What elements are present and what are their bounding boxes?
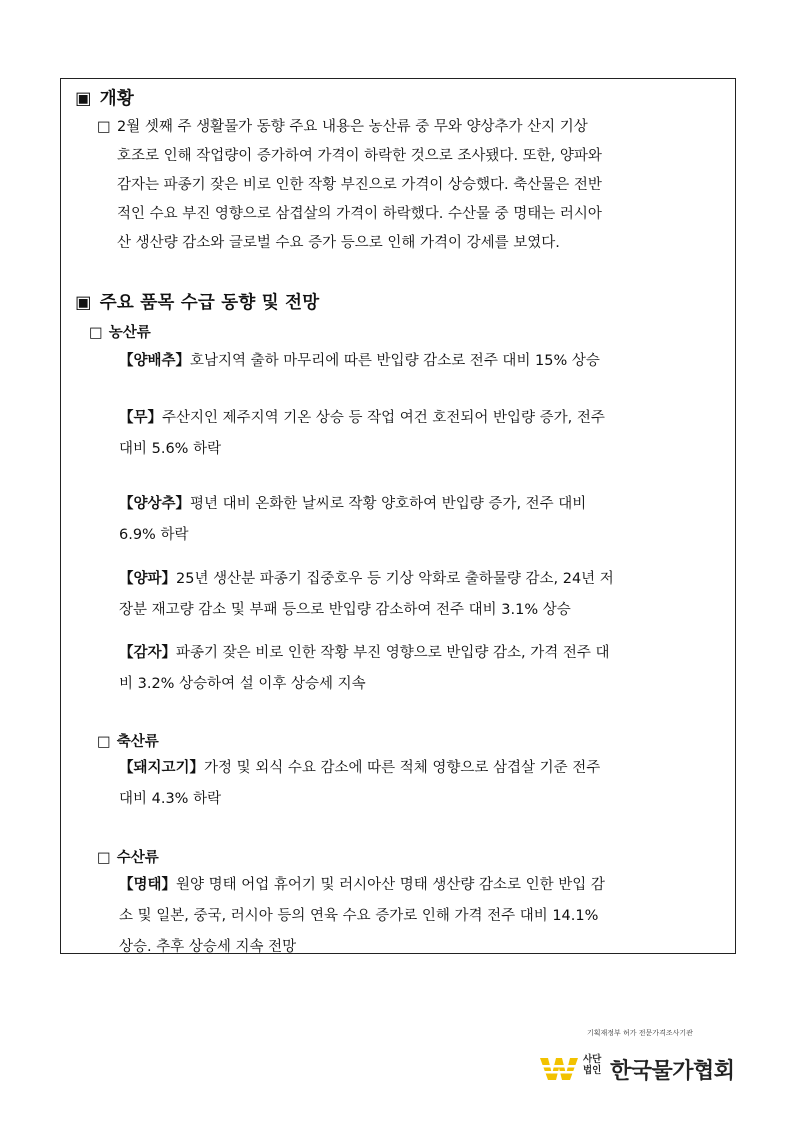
hollow-square-icon: □: [97, 734, 111, 750]
content-frame: [60, 78, 736, 954]
outlook-title: 주요 품목 수급 동향 및 전망: [99, 293, 320, 313]
item-text: 비 3.2% 상승하여 설 이후 상승세 지속: [119, 676, 366, 692]
item-text: 대비 4.3% 하락: [119, 791, 222, 807]
overview-line: 산 생산량 감소와 글로벌 수요 증가 등으로 인해 가격이 강세를 보였다.: [117, 235, 560, 251]
item-text: 6.9% 하락: [119, 527, 189, 543]
item-lettuce: [119, 489, 703, 551]
item-label: 【돼지고기】: [119, 760, 205, 776]
hollow-square-icon: □: [97, 850, 111, 866]
hollow-square-icon: □: [89, 325, 103, 341]
item-onion: [119, 564, 703, 626]
item-pollock: [119, 870, 703, 963]
item-label: 【감자】: [119, 645, 177, 661]
item-text: 주산지인 제주지역 기온 상승 등 작업 여건 호전되어 반입량 증가, 전주: [162, 410, 605, 426]
item-text: 가정 및 외식 수요 감소에 따른 적체 영향으로 삼겹살 기준 전주: [204, 760, 601, 776]
item-text: 파종기 잦은 비로 인한 작황 부진 영향으로 반입량 감소, 가격 전주 대: [176, 645, 610, 661]
group-heading-agri: [89, 321, 151, 342]
corp-type: [583, 1054, 601, 1076]
footer-tagline: 기획재정부 허가 전문가격조사기관: [587, 1029, 693, 1037]
item-label: 【양배추】: [119, 353, 191, 369]
group-heading-fishery: [97, 846, 159, 867]
overview-line: 호조로 인해 작업량이 증가하여 가격이 하락한 것으로 조사됐다. 또한, 양파와: [117, 148, 602, 164]
overview-heading: [75, 85, 134, 110]
item-cabbage: [119, 346, 703, 377]
item-text: 장분 재고량 감소 및 부패 등으로 반입량 감소하여 전주 대비 3.1% 상승: [119, 602, 571, 618]
group-title: 수산류: [116, 850, 159, 866]
outlook-heading: [75, 289, 319, 314]
item-text: 호남지역 출하 마무리에 따른 반입량 감소로 전주 대비 15% 상승: [190, 353, 600, 369]
item-pork: [119, 753, 703, 815]
group-title: 축산류: [116, 734, 159, 750]
corp-line: 법인: [583, 1065, 602, 1076]
item-label: 【명태】: [119, 877, 177, 893]
overview-line: 감자는 파종기 잦은 비로 인한 작황 부진으로 가격이 상승했다. 축산물은 전반: [117, 177, 602, 193]
item-radish: [119, 403, 703, 465]
item-text: 25년 생산분 파종기 집중호우 등 기상 악화로 출하물량 감소, 24년 저: [176, 571, 614, 587]
overview-line: 2월 셋째 주 생활물가 동향 주요 내용은 농산류 중 무와 양상추가 산지 기상: [117, 119, 588, 135]
filled-square-icon: ▣: [75, 293, 92, 313]
item-text: 대비 5.6% 하락: [119, 441, 222, 457]
group-heading-livestock: [97, 730, 159, 751]
overview-paragraph: [97, 113, 705, 258]
footer-logo: [540, 1026, 740, 1086]
org-name: 한국물가협회: [610, 1059, 735, 1084]
item-label: 【무】: [119, 410, 163, 426]
hollow-square-icon: □: [97, 119, 111, 135]
filled-square-icon: ▣: [75, 89, 92, 109]
item-text: 소 및 일본, 중국, 러시아 등의 연육 수요 증가로 인해 가격 전주 대비 14.1%: [119, 908, 599, 924]
item-potato: [119, 638, 703, 700]
overview-title: 개황: [99, 89, 134, 109]
item-label: 【양상추】: [119, 496, 191, 512]
item-text: 평년 대비 온화한 날씨로 작황 양호하여 반입량 증가, 전주 대비: [190, 496, 587, 512]
item-text: 원양 명태 어업 휴어기 및 러시아산 명태 생산량 감소로 인한 반입 감: [176, 877, 605, 893]
kpa-logo-icon: [540, 1056, 580, 1082]
item-text: 상승. 추후 상승세 지속 전망: [119, 939, 297, 955]
group-title: 농산류: [108, 325, 151, 341]
corp-line: 사단: [583, 1054, 602, 1065]
item-label: 【양파】: [119, 571, 177, 587]
overview-line: 적인 수요 부진 영향으로 삼겹살의 가격이 하락했다. 수산물 중 명태는 러시아: [117, 206, 602, 222]
